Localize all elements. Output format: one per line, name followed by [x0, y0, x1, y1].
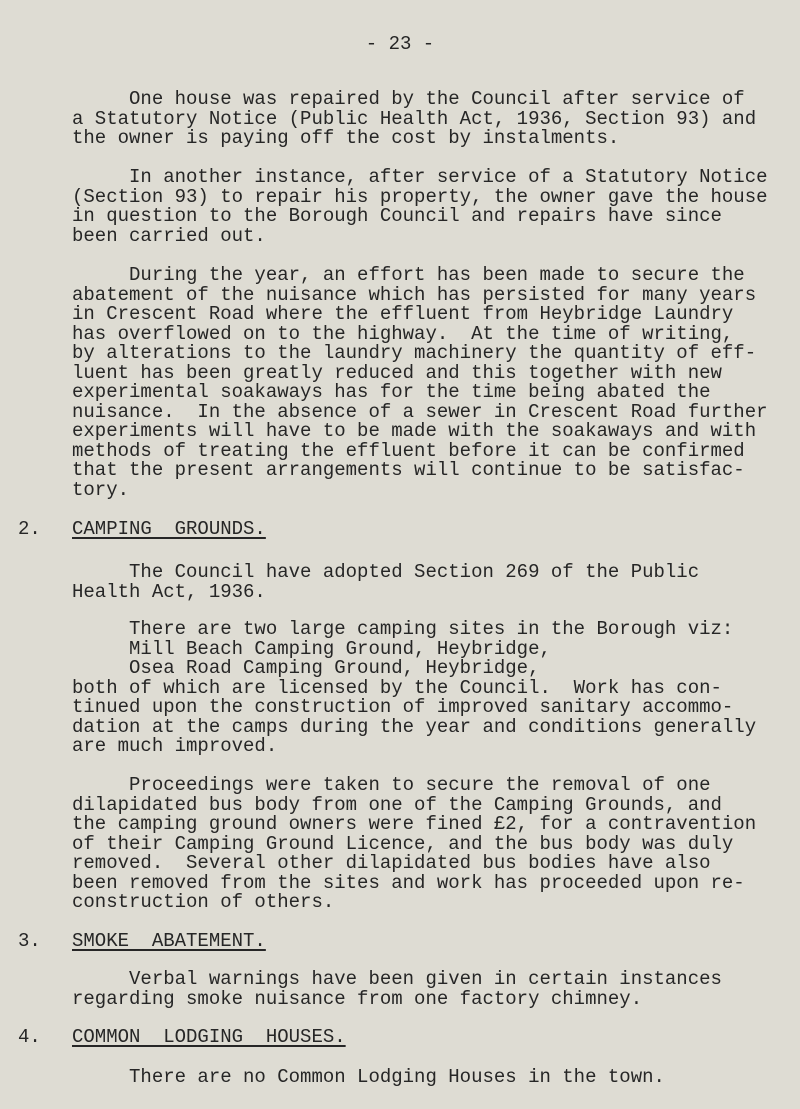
text-line: Osea Road Camping Ground, Heybridge, [72, 657, 540, 679]
section-heading-camping-grounds: CAMPING GROUNDS. [72, 518, 266, 540]
text-line: There are two large camping sites in the Borough viz: [72, 618, 734, 640]
text-line: regarding smoke nuisance from one factory chimney. [72, 987, 643, 1010]
section-number: 4. [18, 1026, 41, 1048]
text-line: Proceedings were taken to secure the removal of one [72, 774, 711, 796]
text-line: in Crescent Road where the effluent from Heybridge Laundry [72, 303, 734, 325]
text-line: by alterations to the laundry machinery the quantity of eff- [72, 342, 757, 364]
text-line: Mill Beach Camping Ground, Heybridge, [72, 637, 551, 660]
paragraph-repair-notice [72, 90, 756, 149]
text-line: tinued upon the construction of improved sanitary accommo- [72, 696, 734, 718]
section-number: 2. [18, 518, 41, 540]
paragraph-section-269 [72, 563, 699, 602]
text-line: (Section 93) to repair his property, the owner gave the house [72, 185, 768, 208]
text-line: in question to the Borough Council and repairs have since [72, 205, 722, 227]
paragraph-crescent-road [72, 266, 768, 500]
text-line: been removed from the sites and work has proceeded upon re- [72, 871, 745, 894]
section-heading-common-lodging-houses: COMMON LODGING HOUSES. [72, 1026, 346, 1048]
text-line: During the year, an effort has been made to secure the [72, 264, 745, 286]
text-line: dilapidated bus body from one of the Camping Grounds, and [72, 793, 722, 816]
text-line: In another instance, after service of a Statutory Notice [72, 166, 768, 188]
page-number: - 23 - [365, 33, 435, 55]
text-line: One house was repaired by the Council after service of [72, 88, 745, 110]
paragraph-camping-sites [72, 620, 756, 757]
text-line: the camping ground owners were fined £2, for a contravention [72, 813, 757, 835]
text-line: There are no Common Lodging Houses in the town. [72, 1066, 665, 1088]
text-line: removed. Several other dilapidated bus bodies have also [72, 852, 711, 874]
text-line: dation at the camps during the year and conditions generally [72, 715, 757, 738]
text-line: Verbal warnings have been given in certain instances [72, 968, 722, 990]
text-line: that the present arrangements will continue to be satisfac- [72, 459, 745, 481]
section-heading-smoke-abatement: SMOKE ABATEMENT. [72, 930, 266, 952]
text-line: tory. [72, 478, 130, 501]
text-line: experimental soakaways has for the time being abated the [72, 381, 711, 403]
section-number: 3. [18, 930, 41, 952]
paragraph-lodging-houses [72, 1068, 665, 1088]
text-line: luent has been greatly reduced and this together with new [72, 361, 722, 384]
text-line: of their Camping Ground Licence, and the bus body was duly [72, 832, 734, 855]
text-line: experiments will have to be made with the soakaways and with [72, 420, 757, 442]
text-line: both of which are licensed by the Council. Work has con- [72, 676, 722, 699]
text-line: has overflowed on to the highway. At the time of writing, [72, 322, 734, 345]
text-line: abatement of the nuisance which has persisted for many years [72, 283, 757, 306]
text-line: construction of others. [72, 891, 335, 913]
text-line: Health Act, 1936. [72, 580, 266, 603]
text-line: nuisance. In the absence of a sewer in Crescent Road further [72, 400, 768, 423]
text-line: been carried out. [72, 224, 266, 247]
text-line: are much improved. [72, 735, 278, 757]
paragraph-another-instance [72, 168, 768, 246]
text-line: methods of treating the effluent before it can be confirmed [72, 439, 745, 462]
text-line: a Statutory Notice (Public Health Act, 1936, Section 93) and [72, 107, 757, 130]
paragraph-proceedings [72, 776, 756, 913]
text-line: The Council have adopted Section 269 of the Public [72, 561, 700, 583]
paragraph-verbal-warnings [72, 970, 722, 1009]
text-line: the owner is paying off the cost by instalments. [72, 127, 620, 149]
